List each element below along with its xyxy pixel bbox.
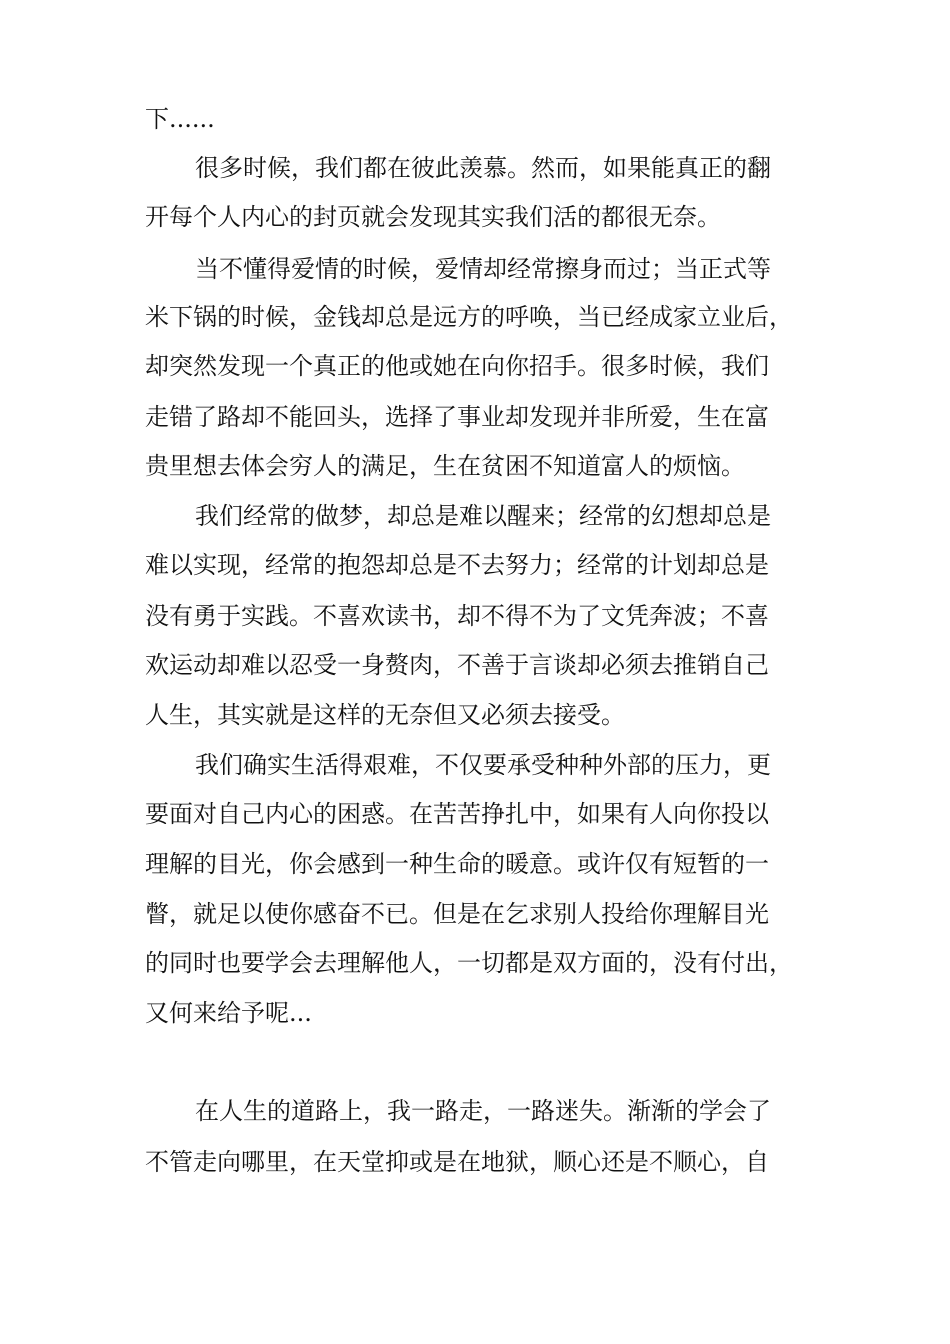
text-line: 很多时候，我们都在彼此羡慕。然而，如果能真正的翻 xyxy=(195,154,771,182)
text-line: 又何来给予呢... xyxy=(145,999,312,1027)
text-line: 的同时也要学会去理解他人，一切都是双方面的，没有付出， xyxy=(145,949,793,977)
text-line: 我们经常的做梦，却总是难以醒来；经常的幻想却总是 xyxy=(195,502,771,530)
text-line: 欢运动却难以忍受一身赘肉，不善于言谈却必须去推销自己 xyxy=(145,651,769,679)
text-line: 米下锅的时候，金钱却总是远方的呼唤，当已经成家立业后， xyxy=(145,303,793,331)
text-line: 走错了路却不能回头，选择了事业却发现并非所爱，生在富 xyxy=(145,403,769,431)
text-line: 没有勇于实践。不喜欢读书，却不得不为了文凭奔波；不喜 xyxy=(145,602,769,630)
text-line: 瞥，就足以使你感奋不已。但是在乞求别人投给你理解目光 xyxy=(145,900,769,928)
text-line: 要面对自己内心的困惑。在苦苦挣扎中，如果有人向你投以 xyxy=(145,800,769,828)
text-line: 理解的目光，你会感到一种生命的暖意。或许仅有短暂的一 xyxy=(145,850,769,878)
text-line: 下...... xyxy=(145,105,215,133)
text-line: 人生，其实就是这样的无奈但又必须去接受。 xyxy=(145,701,625,729)
text-line: 难以实现，经常的抱怨却总是不去努力；经常的计划却总是 xyxy=(145,551,769,579)
text-line: 当不懂得爱情的时候，爱情却经常擦身而过；当正式等 xyxy=(195,255,771,283)
text-line: 开每个人内心的封页就会发现其实我们活的都很无奈。 xyxy=(145,203,721,231)
text-line: 不管走向哪里，在天堂抑或是在地狱，顺心还是不顺心，自 xyxy=(145,1148,769,1176)
text-line: 却突然发现一个真正的他或她在向你招手。很多时候，我们 xyxy=(145,352,769,380)
text-line: 在人生的道路上，我一路走，一路迷失。渐渐的学会了 xyxy=(195,1097,771,1125)
text-line: 我们确实生活得艰难，不仅要承受种种外部的压力，更 xyxy=(195,751,771,779)
text-line: 贵里想去体会穷人的满足，生在贫困不知道富人的烦恼。 xyxy=(145,452,745,480)
